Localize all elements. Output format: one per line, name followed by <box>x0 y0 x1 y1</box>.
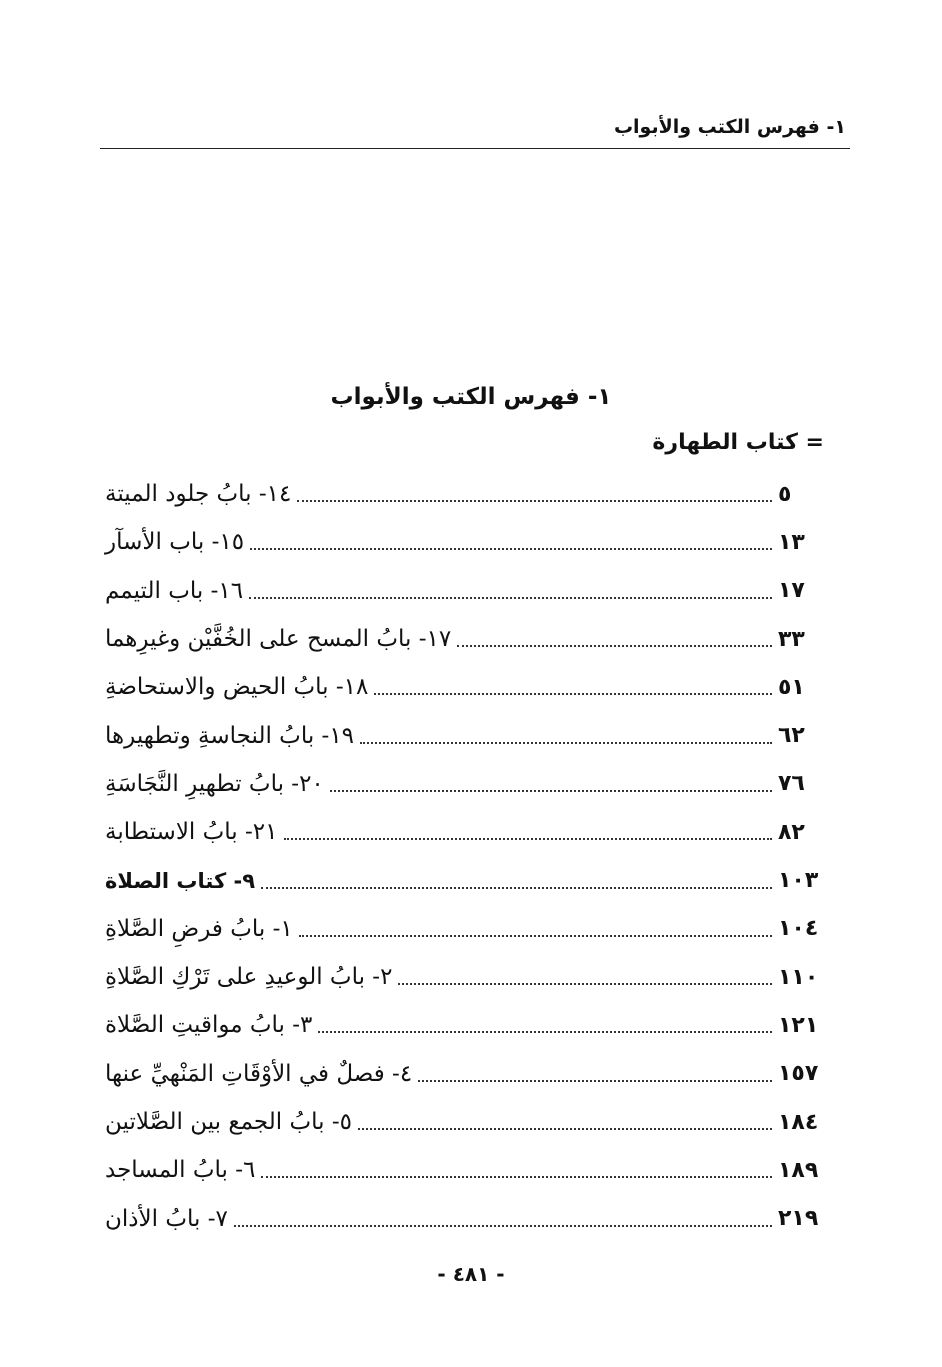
running-header <box>100 112 850 149</box>
dot-leader <box>418 1080 772 1082</box>
toc-entry-title: ٣- بابُ مواقيتِ الصَّلاة <box>105 1012 313 1039</box>
dot-leader <box>234 1225 772 1227</box>
page-title: ١- فهرس الكتب والأبواب <box>330 384 612 410</box>
toc-entry-page: ٢١٩ <box>778 1206 819 1232</box>
toc-entry-title: ٧- بابُ الأذان <box>105 1205 228 1232</box>
toc-entry-page: ٣٣ <box>778 626 805 652</box>
toc-entry <box>105 905 820 953</box>
toc-entry <box>105 760 820 808</box>
toc-entry-title: ٩- كتاب الصلاة <box>105 868 256 893</box>
toc-entry-title: ١٨- بابُ الحيض والاستحاضةِ <box>105 674 369 701</box>
dot-leader <box>299 935 772 937</box>
toc-entry <box>105 1146 820 1194</box>
toc-entry <box>105 1194 820 1242</box>
toc-entry <box>105 663 820 711</box>
dot-leader <box>250 548 772 550</box>
dot-leader <box>261 1176 772 1178</box>
toc-entry-page: ١٥٧ <box>778 1061 819 1087</box>
dot-leader <box>330 790 772 792</box>
toc-entry-page: ١٣ <box>778 529 805 555</box>
toc-list <box>105 470 820 1243</box>
dot-leader <box>297 500 772 502</box>
toc-entry <box>105 856 820 904</box>
toc-entry-page: ١٧ <box>778 578 805 604</box>
toc-entry-title: ١٧- بابُ المسح على الخُفَّيْن وغيرِهما <box>105 626 452 653</box>
toc-entry <box>105 1001 820 1049</box>
toc-entry-page: ٥١ <box>778 674 805 700</box>
dot-leader <box>249 597 772 599</box>
toc-entry-title: ١- بابُ فرضِ الصَّلاةِ <box>105 915 293 942</box>
toc-entry-page: ٨٢ <box>778 819 805 845</box>
toc-entry-page: ١١٠ <box>778 964 819 990</box>
toc-entry <box>105 953 820 1001</box>
dot-leader <box>398 983 772 985</box>
toc-entry-title: ٤- فصلٌ في الأوْقَاتِ المَنْهيِّ عنها <box>105 1060 413 1087</box>
toc-entry-page: ٦٢ <box>778 723 805 749</box>
dot-leader <box>261 887 772 889</box>
toc-entry-page: ١٨٩ <box>778 1157 819 1183</box>
toc-entry-page: ٧٦ <box>778 771 805 797</box>
dot-leader <box>360 742 772 744</box>
toc-entry-page: ١٠٤ <box>778 916 819 942</box>
dot-leader <box>284 838 772 840</box>
running-header-title: ١- فهرس الكتب والأبواب <box>613 116 846 138</box>
toc-entry <box>105 470 820 518</box>
toc-entry <box>105 808 820 856</box>
toc-entry <box>105 567 820 615</box>
toc-entry-page: ١٠٣ <box>778 868 819 894</box>
dot-leader <box>374 693 772 695</box>
toc-entry-title: ٦- بابُ المساجد <box>105 1157 256 1184</box>
toc-entry-page: ١٨٤ <box>778 1109 819 1135</box>
dot-leader <box>318 1031 772 1033</box>
dot-leader <box>358 1128 772 1130</box>
page-number: - ٤٨١ - <box>437 1262 505 1286</box>
toc-entry-title: ١٩- بابُ النجاسةِ وتطهيرها <box>105 722 355 749</box>
toc-entry-page: ٥ <box>778 481 792 507</box>
toc-entry-title: ٥- بابُ الجمع بين الصَّلاتين <box>105 1109 352 1135</box>
toc-entry <box>105 1098 820 1146</box>
toc-entry <box>105 518 820 566</box>
toc-entry <box>105 711 820 759</box>
dot-leader <box>457 645 772 647</box>
toc-entry-title: ٢- بابُ الوعيدِ على تَرْكِ الصَّلاةِ <box>105 964 393 991</box>
toc-entry-title: ٢١- بابُ الاستطابة <box>105 819 278 846</box>
toc-entry-title: ١٤- بابُ جلود الميتة <box>105 481 292 508</box>
toc-entry <box>105 1050 820 1098</box>
section-heading: = كتاب الطهارة <box>652 430 824 455</box>
toc-entry-title: ٢٠- بابُ تطهيرِ النَّجَاسَةِ <box>105 770 324 797</box>
toc-entry-title: ١٥- باب الأسآر <box>105 529 245 556</box>
toc-entry <box>105 615 820 663</box>
toc-entry-title: ١٦- باب التيمم <box>105 577 244 604</box>
toc-entry-page: ١٢١ <box>778 1012 819 1038</box>
